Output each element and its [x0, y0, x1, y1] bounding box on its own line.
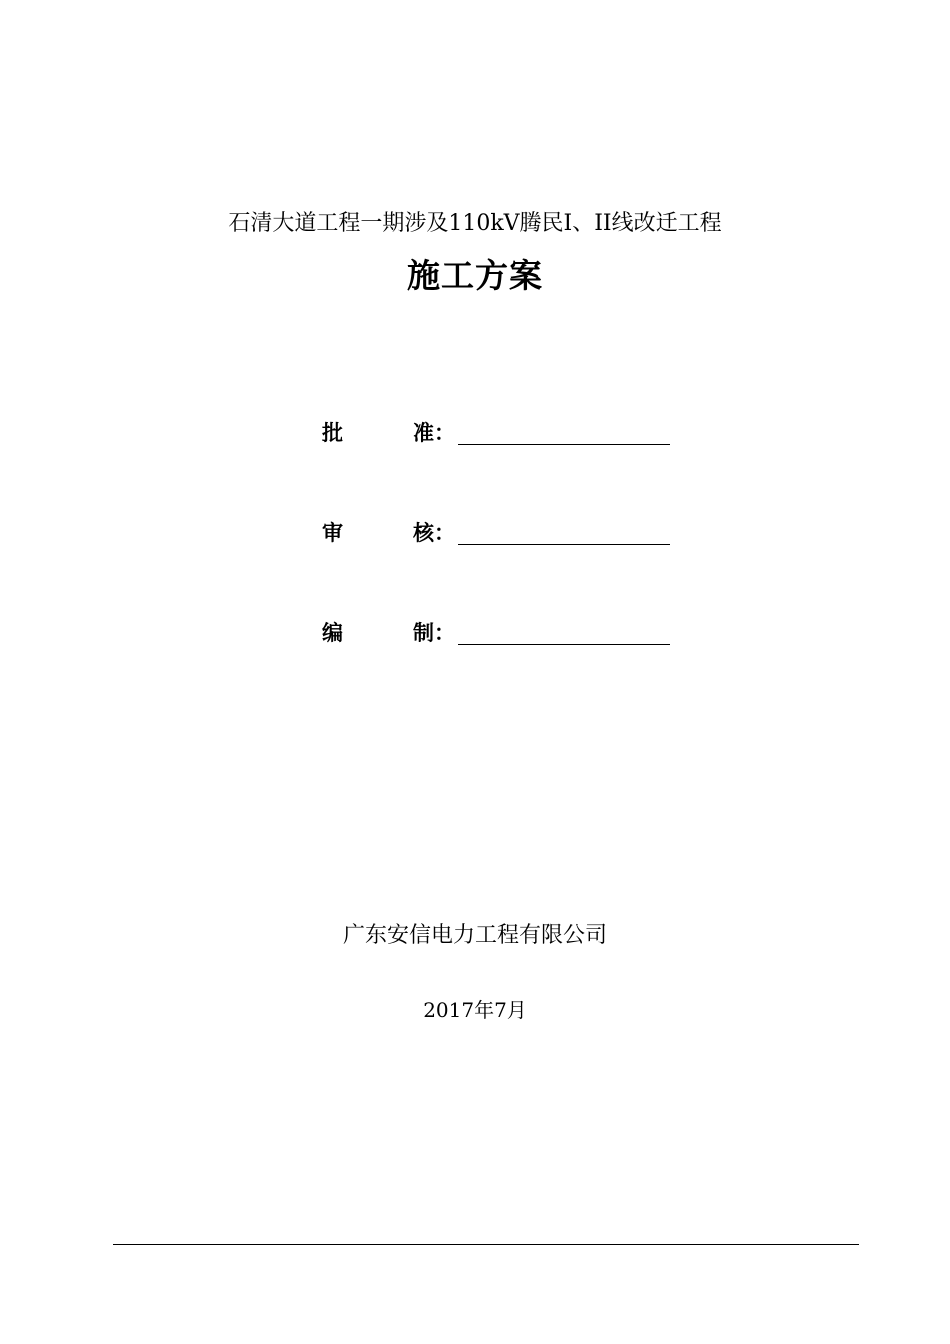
- approval-signature-line: [458, 444, 670, 445]
- review-label-first: 审: [322, 521, 343, 545]
- prepared-label-first: 编: [322, 621, 343, 645]
- prepared-label-second: 制：: [413, 621, 455, 645]
- approval-label-first: 批: [322, 421, 343, 445]
- document-date: 2017年7月: [423, 998, 527, 1022]
- review-label-second: 核：: [413, 521, 455, 545]
- footer-divider: [113, 1244, 859, 1245]
- project-subtitle: 石清大道工程一期涉及110kV腾民I、II线改迁工程: [228, 211, 722, 236]
- approval-label-second: 准：: [413, 421, 455, 445]
- prepared-signature-line: [458, 644, 670, 645]
- document-title: 施工方案: [407, 256, 543, 295]
- company-name: 广东安信电力工程有限公司: [342, 923, 607, 948]
- review-signature-line: [458, 544, 670, 545]
